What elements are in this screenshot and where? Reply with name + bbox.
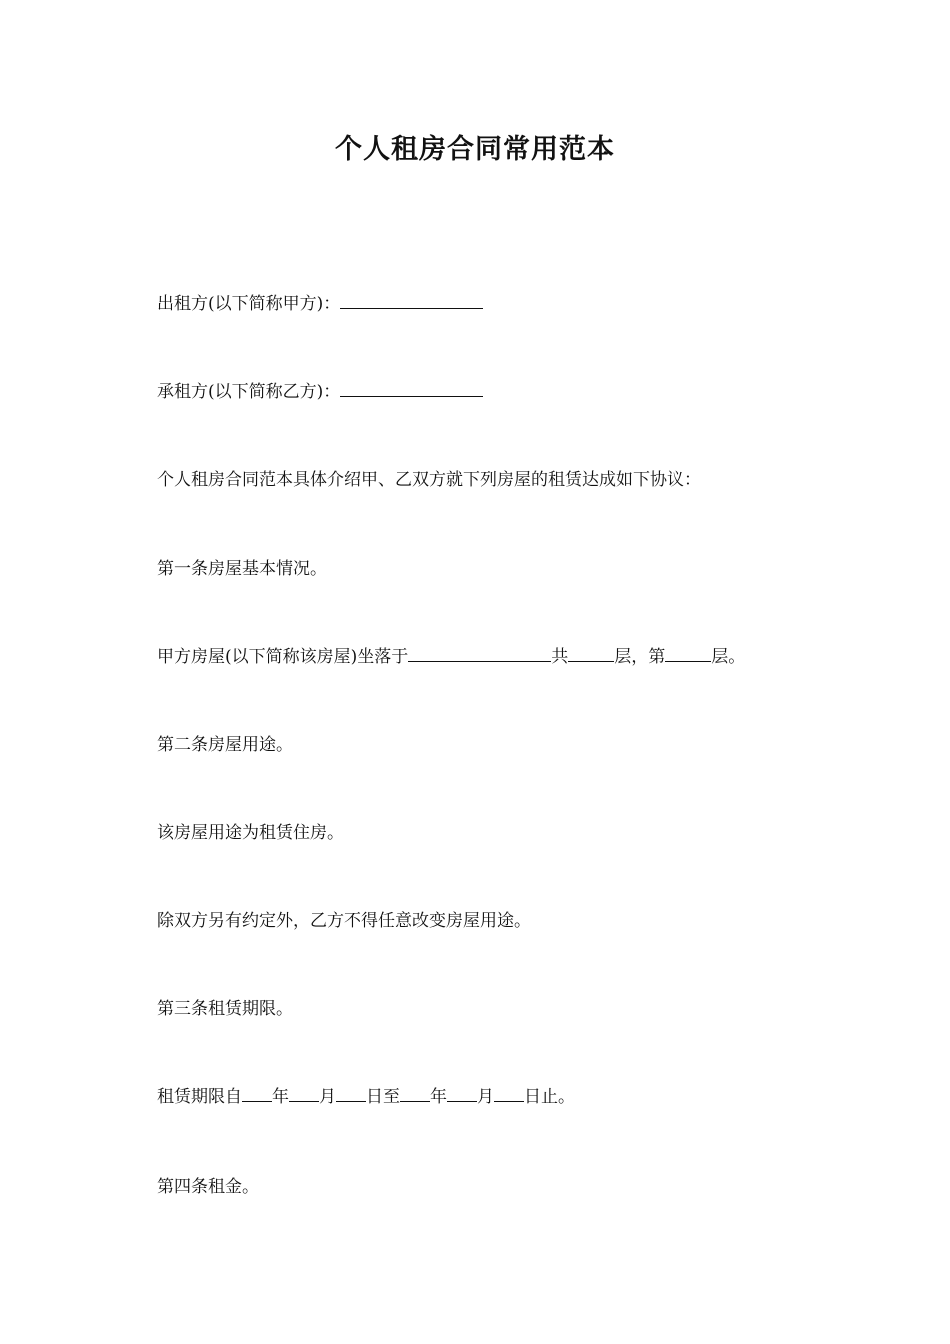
end-year-blank xyxy=(400,1085,430,1102)
article1-text xyxy=(157,645,857,669)
start-day-label: 日至 xyxy=(366,1087,400,1107)
end-month-label: 月 xyxy=(477,1087,494,1107)
floor-number-blank xyxy=(665,645,711,662)
location-blank xyxy=(408,645,551,662)
start-month-label: 月 xyxy=(319,1087,336,1107)
lessor-label: 出租方(以下简称甲方)： xyxy=(157,294,341,314)
lessee-blank xyxy=(340,380,483,397)
article1-text-a: 甲方房屋(以下简称该房屋)坐落于 xyxy=(157,647,409,667)
start-year-blank xyxy=(242,1085,272,1102)
article1-heading: 第一条房屋基本情况。 xyxy=(157,559,327,579)
article3-text-a: 租赁期限自 xyxy=(157,1087,242,1107)
article1-text-b: 共 xyxy=(551,647,569,667)
document-title: 个人租房合同常用范本 xyxy=(335,134,615,165)
article3-text xyxy=(157,1085,857,1109)
lessor-line xyxy=(157,292,857,316)
end-day-label: 日止。 xyxy=(524,1087,575,1107)
article2-heading: 第二条房屋用途。 xyxy=(157,735,293,755)
lessee-label: 承租方(以下简称乙方)： xyxy=(157,382,341,402)
end-year-label: 年 xyxy=(430,1087,447,1107)
lessee-line xyxy=(157,380,857,404)
intro-paragraph: 个人租房合同范本具体介绍甲、乙双方就下列房屋的租赁达成如下协议： xyxy=(157,470,701,490)
start-year-label: 年 xyxy=(272,1087,289,1107)
article1-text-c: 层，第 xyxy=(614,647,666,667)
article2-text2: 除双方另有约定外，乙方不得任意改变房屋用途。 xyxy=(157,911,531,931)
article1-text-d: 层。 xyxy=(711,647,746,667)
end-day-blank xyxy=(494,1085,524,1102)
end-month-blank xyxy=(447,1085,477,1102)
lessor-blank xyxy=(340,292,483,309)
article4-heading: 第四条租金。 xyxy=(157,1177,259,1197)
total-floors-blank xyxy=(568,645,614,662)
article2-text1: 该房屋用途为租赁住房。 xyxy=(157,823,344,843)
article3-heading: 第三条租赁期限。 xyxy=(157,999,293,1019)
start-day-blank xyxy=(336,1085,366,1102)
start-month-blank xyxy=(289,1085,319,1102)
